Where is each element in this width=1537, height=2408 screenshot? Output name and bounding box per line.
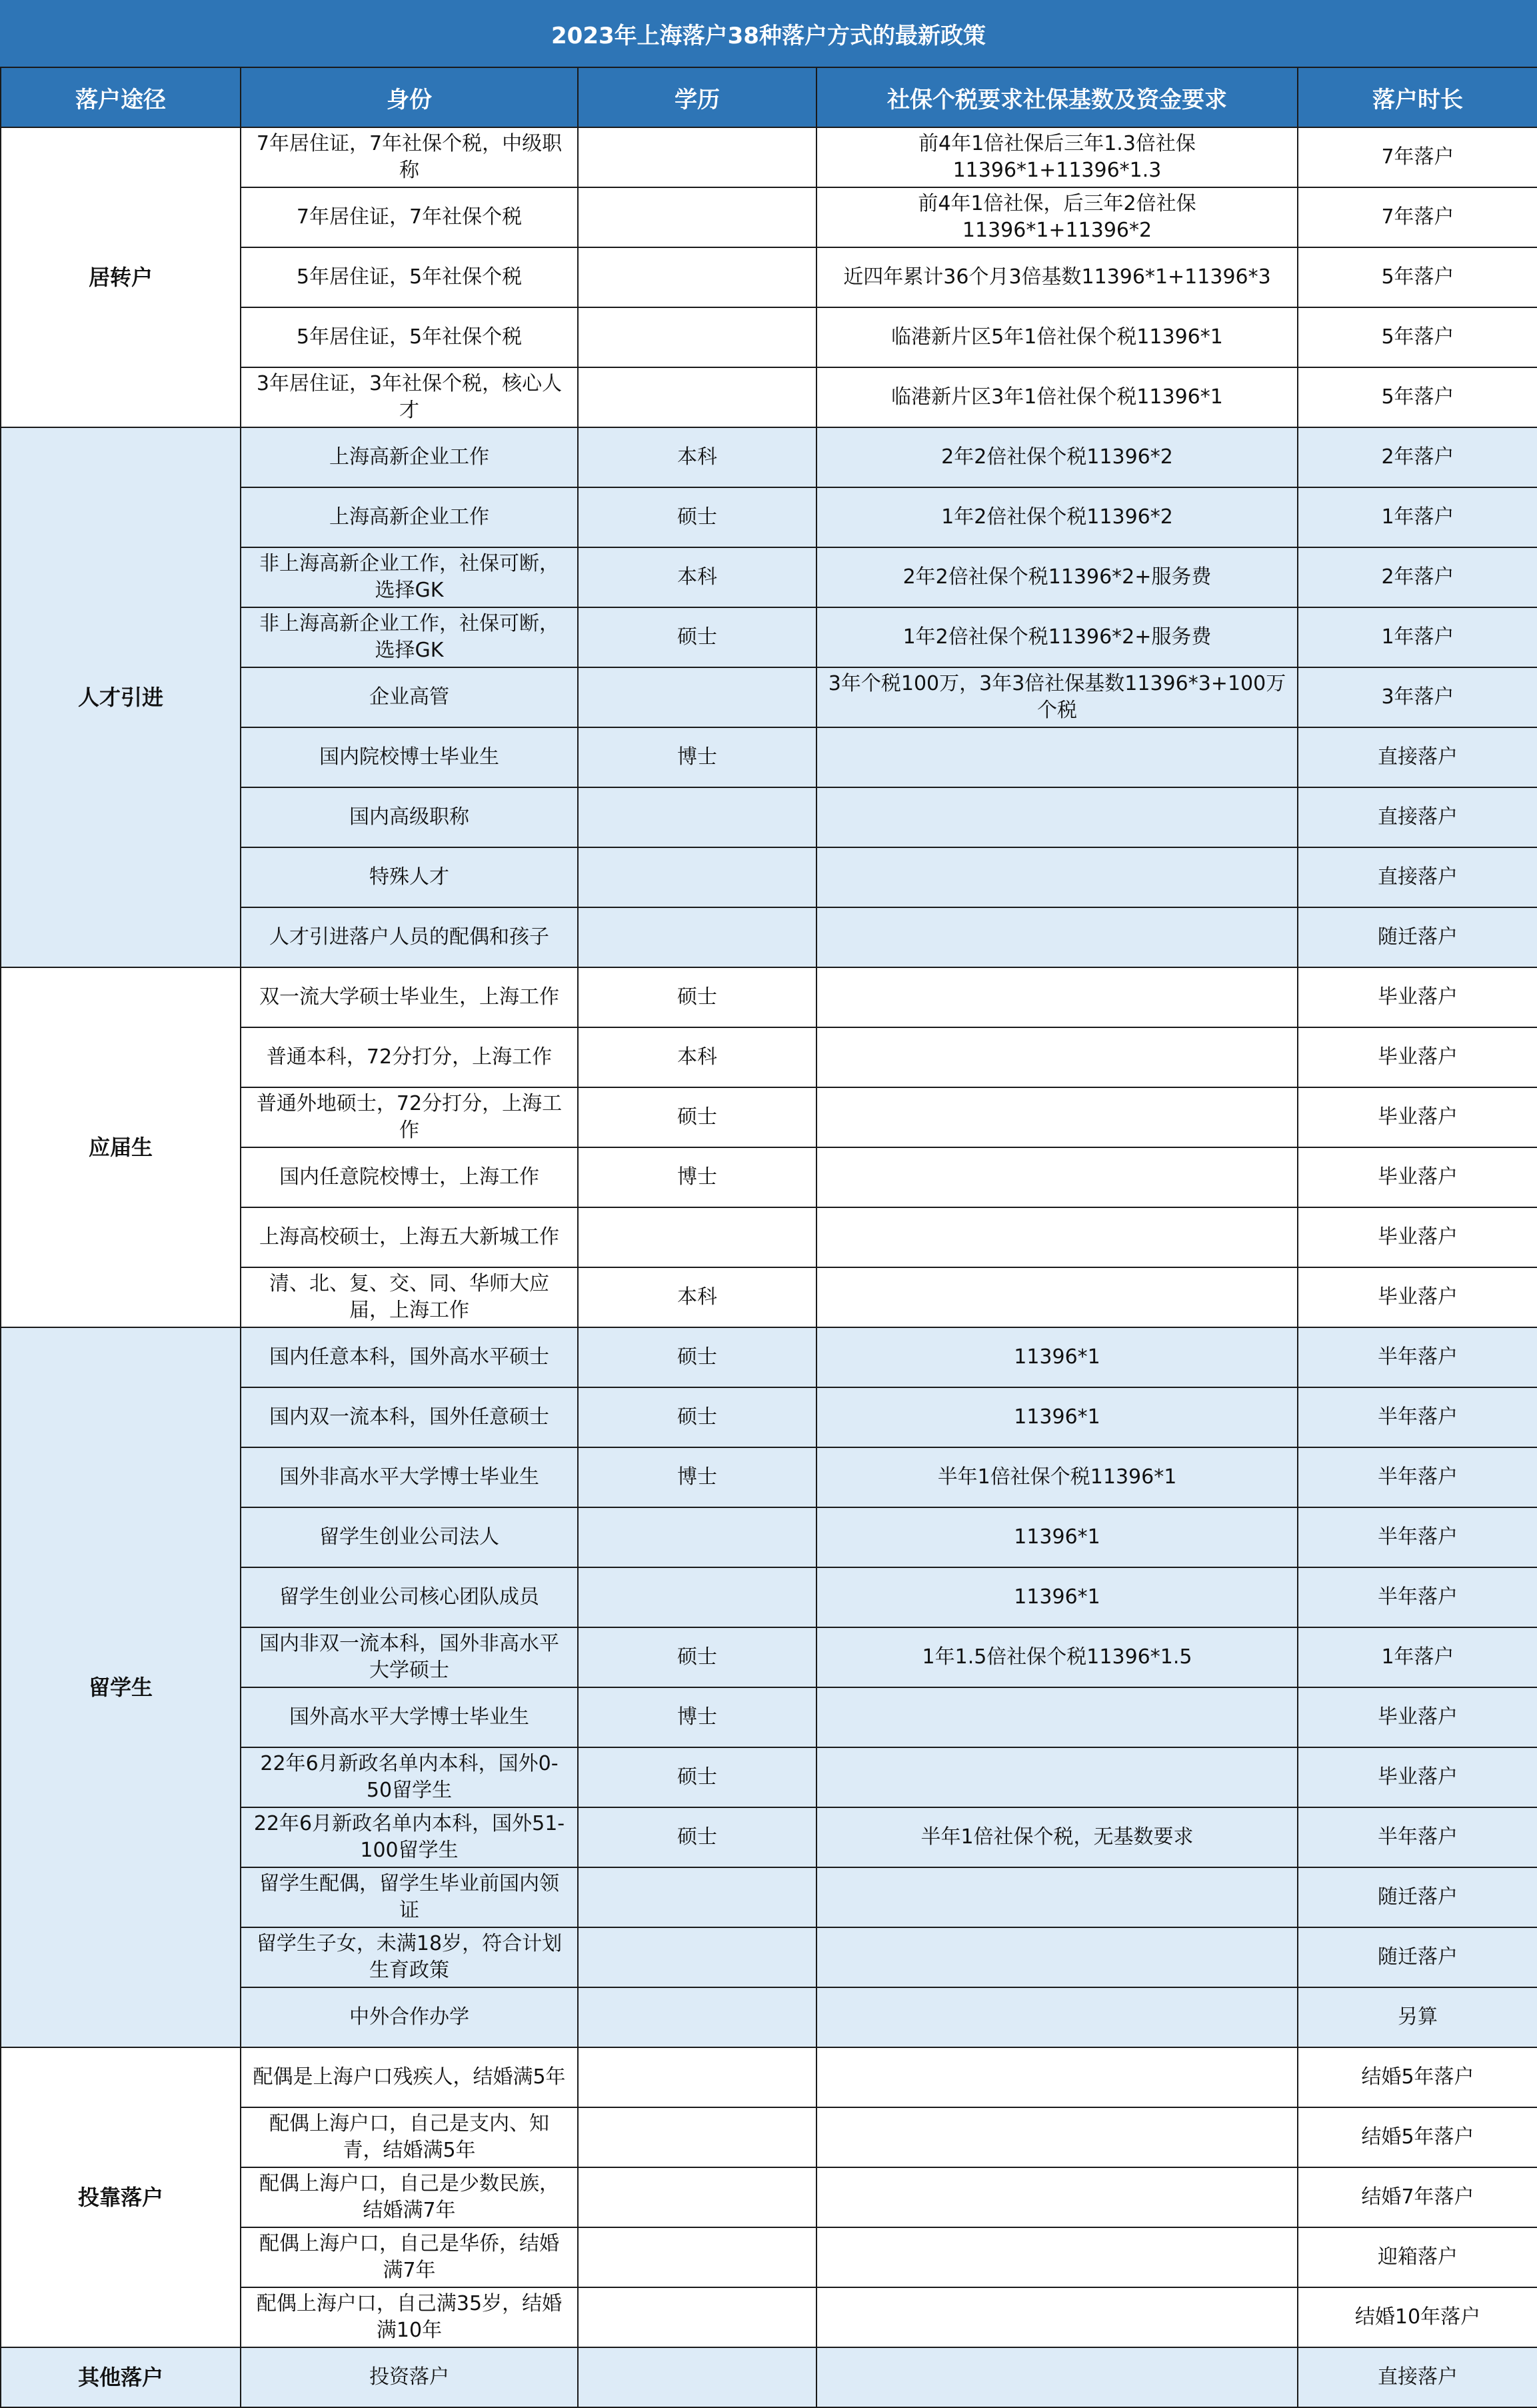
table-row (1, 127, 1537, 187)
education-cell: 硕士 (578, 1087, 816, 1147)
education-cell (578, 187, 816, 247)
duration-cell: 半年落户 (1298, 1567, 1537, 1627)
identity-cell: 国内任意本科，国外高水平硕士 (241, 1327, 578, 1387)
duration-cell: 随迁落户 (1298, 1867, 1537, 1927)
identity-cell: 配偶是上海户口残疾人，结婚满5年 (241, 2047, 578, 2107)
duration-cell: 3年落户 (1298, 667, 1537, 727)
identity-cell: 上海高新企业工作 (241, 427, 578, 487)
requirement-cell: 2年2倍社保个税11396*2 (816, 427, 1298, 487)
identity-cell: 非上海高新企业工作，社保可断，选择GK (241, 547, 578, 607)
education-cell (578, 2167, 816, 2227)
requirement-cell (816, 967, 1298, 1027)
identity-cell: 国内非双一流本科，国外非高水平大学硕士 (241, 1627, 578, 1687)
requirement-cell: 1年1.5倍社保个税11396*1.5 (816, 1627, 1298, 1687)
identity-cell: 留学生子女，未满18岁，符合计划生育政策 (241, 1927, 578, 1987)
identity-cell: 企业高管 (241, 667, 578, 727)
identity-cell: 非上海高新企业工作，社保可断，选择GK (241, 607, 578, 667)
education-cell (578, 2107, 816, 2167)
identity-cell: 留学生创业公司法人 (241, 1507, 578, 1567)
identity-cell: 国内院校博士毕业生 (241, 727, 578, 787)
duration-cell: 结婚5年落户 (1298, 2047, 1537, 2107)
identity-cell: 人才引进落户人员的配偶和孩子 (241, 907, 578, 967)
requirement-cell (816, 1267, 1298, 1327)
identity-cell: 特殊人才 (241, 847, 578, 907)
duration-cell: 毕业落户 (1298, 967, 1537, 1027)
education-cell (578, 1207, 816, 1267)
table-row (1, 2347, 1537, 2407)
requirement-cell (816, 2107, 1298, 2167)
header-duration: 落户时长 (1298, 67, 1537, 127)
requirement-cell: 半年1倍社保个税11396*1 (816, 1447, 1298, 1507)
duration-cell: 直接落户 (1298, 787, 1537, 847)
identity-cell: 配偶上海户口，自己是少数民族，结婚满7年 (241, 2167, 578, 2227)
identity-cell: 配偶上海户口，自己满35岁，结婚满10年 (241, 2287, 578, 2347)
requirement-cell (816, 1867, 1298, 1927)
requirement-cell: 3年个税100万，3年3倍社保基数11396*3+100万个税 (816, 667, 1298, 727)
education-cell (578, 1927, 816, 1987)
page-title: 2023年上海落户38种落户方式的最新政策 (0, 0, 1537, 68)
requirement-cell (816, 1987, 1298, 2047)
identity-cell: 普通本科，72分打分，上海工作 (241, 1027, 578, 1087)
identity-cell: 上海高校硕士，上海五大新城工作 (241, 1207, 578, 1267)
requirement-cell (816, 2047, 1298, 2107)
table-row (1, 2047, 1537, 2107)
route-cell: 其他落户 (1, 2347, 241, 2407)
identity-cell: 清、北、复、交、同、华师大应届，上海工作 (241, 1267, 578, 1327)
education-cell: 硕士 (578, 607, 816, 667)
identity-cell: 7年居住证，7年社保个税 (241, 187, 578, 247)
duration-cell: 毕业落户 (1298, 1027, 1537, 1087)
education-cell (578, 2347, 816, 2407)
requirement-cell: 1年2倍社保个税11396*2 (816, 487, 1298, 547)
education-cell (578, 847, 816, 907)
education-cell (578, 247, 816, 307)
education-cell (578, 2287, 816, 2347)
identity-cell: 投资落户 (241, 2347, 578, 2407)
duration-cell: 1年落户 (1298, 487, 1537, 547)
route-cell: 投靠落户 (1, 2047, 241, 2347)
identity-cell: 留学生配偶，留学生毕业前国内领证 (241, 1867, 578, 1927)
identity-cell: 普通外地硕士，72分打分，上海工作 (241, 1087, 578, 1147)
duration-cell: 直接落户 (1298, 2347, 1537, 2407)
duration-cell: 2年落户 (1298, 427, 1537, 487)
policy-table (0, 67, 1537, 2408)
requirement-cell: 11396*1 (816, 1507, 1298, 1567)
requirement-cell: 2年2倍社保个税11396*2+服务费 (816, 547, 1298, 607)
identity-cell: 22年6月新政名单内本科，国外51-100留学生 (241, 1807, 578, 1867)
duration-cell: 5年落户 (1298, 247, 1537, 307)
education-cell (578, 307, 816, 367)
education-cell (578, 1507, 816, 1567)
education-cell: 本科 (578, 427, 816, 487)
requirement-cell (816, 1147, 1298, 1207)
header-identity: 身份 (241, 67, 578, 127)
education-cell (578, 1867, 816, 1927)
identity-cell: 上海高新企业工作 (241, 487, 578, 547)
education-cell: 硕士 (578, 1747, 816, 1807)
table-row (1, 967, 1537, 1027)
requirement-cell: 近四年累计36个月3倍基数11396*1+11396*3 (816, 247, 1298, 307)
duration-cell: 毕业落户 (1298, 1267, 1537, 1327)
duration-cell: 7年落户 (1298, 127, 1537, 187)
education-cell: 博士 (578, 1447, 816, 1507)
requirement-cell (816, 907, 1298, 967)
requirement-cell: 前4年1倍社保，后三年2倍社保11396*1+11396*2 (816, 187, 1298, 247)
education-cell (578, 127, 816, 187)
duration-cell: 7年落户 (1298, 187, 1537, 247)
education-cell: 博士 (578, 1147, 816, 1207)
education-cell: 硕士 (578, 1627, 816, 1687)
table-row (1, 1327, 1537, 1387)
requirement-cell: 11396*1 (816, 1387, 1298, 1447)
requirement-cell (816, 2227, 1298, 2287)
duration-cell: 2年落户 (1298, 547, 1537, 607)
requirement-cell (816, 787, 1298, 847)
education-cell (578, 2227, 816, 2287)
route-cell: 应届生 (1, 967, 241, 1327)
requirement-cell (816, 2167, 1298, 2227)
education-cell: 本科 (578, 547, 816, 607)
requirement-cell: 半年1倍社保个税，无基数要求 (816, 1807, 1298, 1867)
education-cell: 硕士 (578, 967, 816, 1027)
education-cell (578, 907, 816, 967)
requirement-cell (816, 1747, 1298, 1807)
education-cell: 博士 (578, 1687, 816, 1747)
table-body (1, 127, 1537, 2407)
education-cell: 硕士 (578, 487, 816, 547)
requirement-cell (816, 1207, 1298, 1267)
education-cell (578, 667, 816, 727)
header-route: 落户途径 (1, 67, 241, 127)
identity-cell: 5年居住证，5年社保个税 (241, 247, 578, 307)
requirement-cell: 11396*1 (816, 1327, 1298, 1387)
identity-cell: 3年居住证，3年社保个税，核心人才 (241, 367, 578, 427)
requirement-cell: 1年2倍社保个税11396*2+服务费 (816, 607, 1298, 667)
duration-cell: 毕业落户 (1298, 1147, 1537, 1207)
requirement-cell (816, 1087, 1298, 1147)
duration-cell: 结婚5年落户 (1298, 2107, 1537, 2167)
education-cell: 本科 (578, 1267, 816, 1327)
identity-cell: 留学生创业公司核心团队成员 (241, 1567, 578, 1627)
duration-cell: 随迁落户 (1298, 907, 1537, 967)
duration-cell: 1年落户 (1298, 607, 1537, 667)
duration-cell: 毕业落户 (1298, 1687, 1537, 1747)
identity-cell: 22年6月新政名单内本科，国外0-50留学生 (241, 1747, 578, 1807)
identity-cell: 5年居住证，5年社保个税 (241, 307, 578, 367)
requirement-cell: 临港新片区3年1倍社保个税11396*1 (816, 367, 1298, 427)
requirement-cell (816, 1927, 1298, 1987)
education-cell (578, 2047, 816, 2107)
route-cell: 留学生 (1, 1327, 241, 2047)
duration-cell: 5年落户 (1298, 367, 1537, 427)
duration-cell: 半年落户 (1298, 1507, 1537, 1567)
education-cell (578, 787, 816, 847)
route-cell: 人才引进 (1, 427, 241, 967)
header-requirement: 社保个税要求社保基数及资金要求 (816, 67, 1298, 127)
identity-cell: 双一流大学硕士毕业生，上海工作 (241, 967, 578, 1027)
duration-cell: 直接落户 (1298, 727, 1537, 787)
identity-cell: 国外高水平大学博士毕业生 (241, 1687, 578, 1747)
identity-cell: 7年居住证，7年社保个税，中级职称 (241, 127, 578, 187)
requirement-cell: 11396*1 (816, 1567, 1298, 1627)
duration-cell: 5年落户 (1298, 307, 1537, 367)
identity-cell: 国内双一流本科，国外任意硕士 (241, 1387, 578, 1447)
identity-cell: 配偶上海户口，自己是华侨，结婚满7年 (241, 2227, 578, 2287)
education-cell: 硕士 (578, 1327, 816, 1387)
duration-cell: 毕业落户 (1298, 1747, 1537, 1807)
duration-cell: 毕业落户 (1298, 1087, 1537, 1147)
education-cell: 本科 (578, 1027, 816, 1087)
duration-cell: 半年落户 (1298, 1387, 1537, 1447)
requirement-cell (816, 727, 1298, 787)
education-cell (578, 1987, 816, 2047)
requirement-cell (816, 847, 1298, 907)
duration-cell: 随迁落户 (1298, 1927, 1537, 1987)
education-cell (578, 1567, 816, 1627)
duration-cell: 结婚7年落户 (1298, 2167, 1537, 2227)
requirement-cell (816, 1687, 1298, 1747)
requirement-cell (816, 2287, 1298, 2347)
requirement-cell (816, 2347, 1298, 2407)
identity-cell: 中外合作办学 (241, 1987, 578, 2047)
duration-cell: 1年落户 (1298, 1627, 1537, 1687)
requirement-cell: 前4年1倍社保后三年1.3倍社保11396*1+11396*1.3 (816, 127, 1298, 187)
duration-cell: 半年落户 (1298, 1807, 1537, 1867)
duration-cell: 另算 (1298, 1987, 1537, 2047)
header-row (1, 67, 1537, 127)
duration-cell: 直接落户 (1298, 847, 1537, 907)
identity-cell: 国内任意院校博士，上海工作 (241, 1147, 578, 1207)
identity-cell: 国内高级职称 (241, 787, 578, 847)
duration-cell: 半年落户 (1298, 1327, 1537, 1387)
education-cell (578, 367, 816, 427)
education-cell: 硕士 (578, 1807, 816, 1867)
route-cell: 居转户 (1, 127, 241, 427)
education-cell: 博士 (578, 727, 816, 787)
identity-cell: 配偶上海户口，自己是支内、知青，结婚满5年 (241, 2107, 578, 2167)
duration-cell: 半年落户 (1298, 1447, 1537, 1507)
table-row (1, 427, 1537, 487)
requirement-cell: 临港新片区5年1倍社保个税11396*1 (816, 307, 1298, 367)
identity-cell: 国外非高水平大学博士毕业生 (241, 1447, 578, 1507)
header-education: 学历 (578, 67, 816, 127)
duration-cell: 迎箱落户 (1298, 2227, 1537, 2287)
requirement-cell (816, 1027, 1298, 1087)
duration-cell: 结婚10年落户 (1298, 2287, 1537, 2347)
education-cell: 硕士 (578, 1387, 816, 1447)
duration-cell: 毕业落户 (1298, 1207, 1537, 1267)
